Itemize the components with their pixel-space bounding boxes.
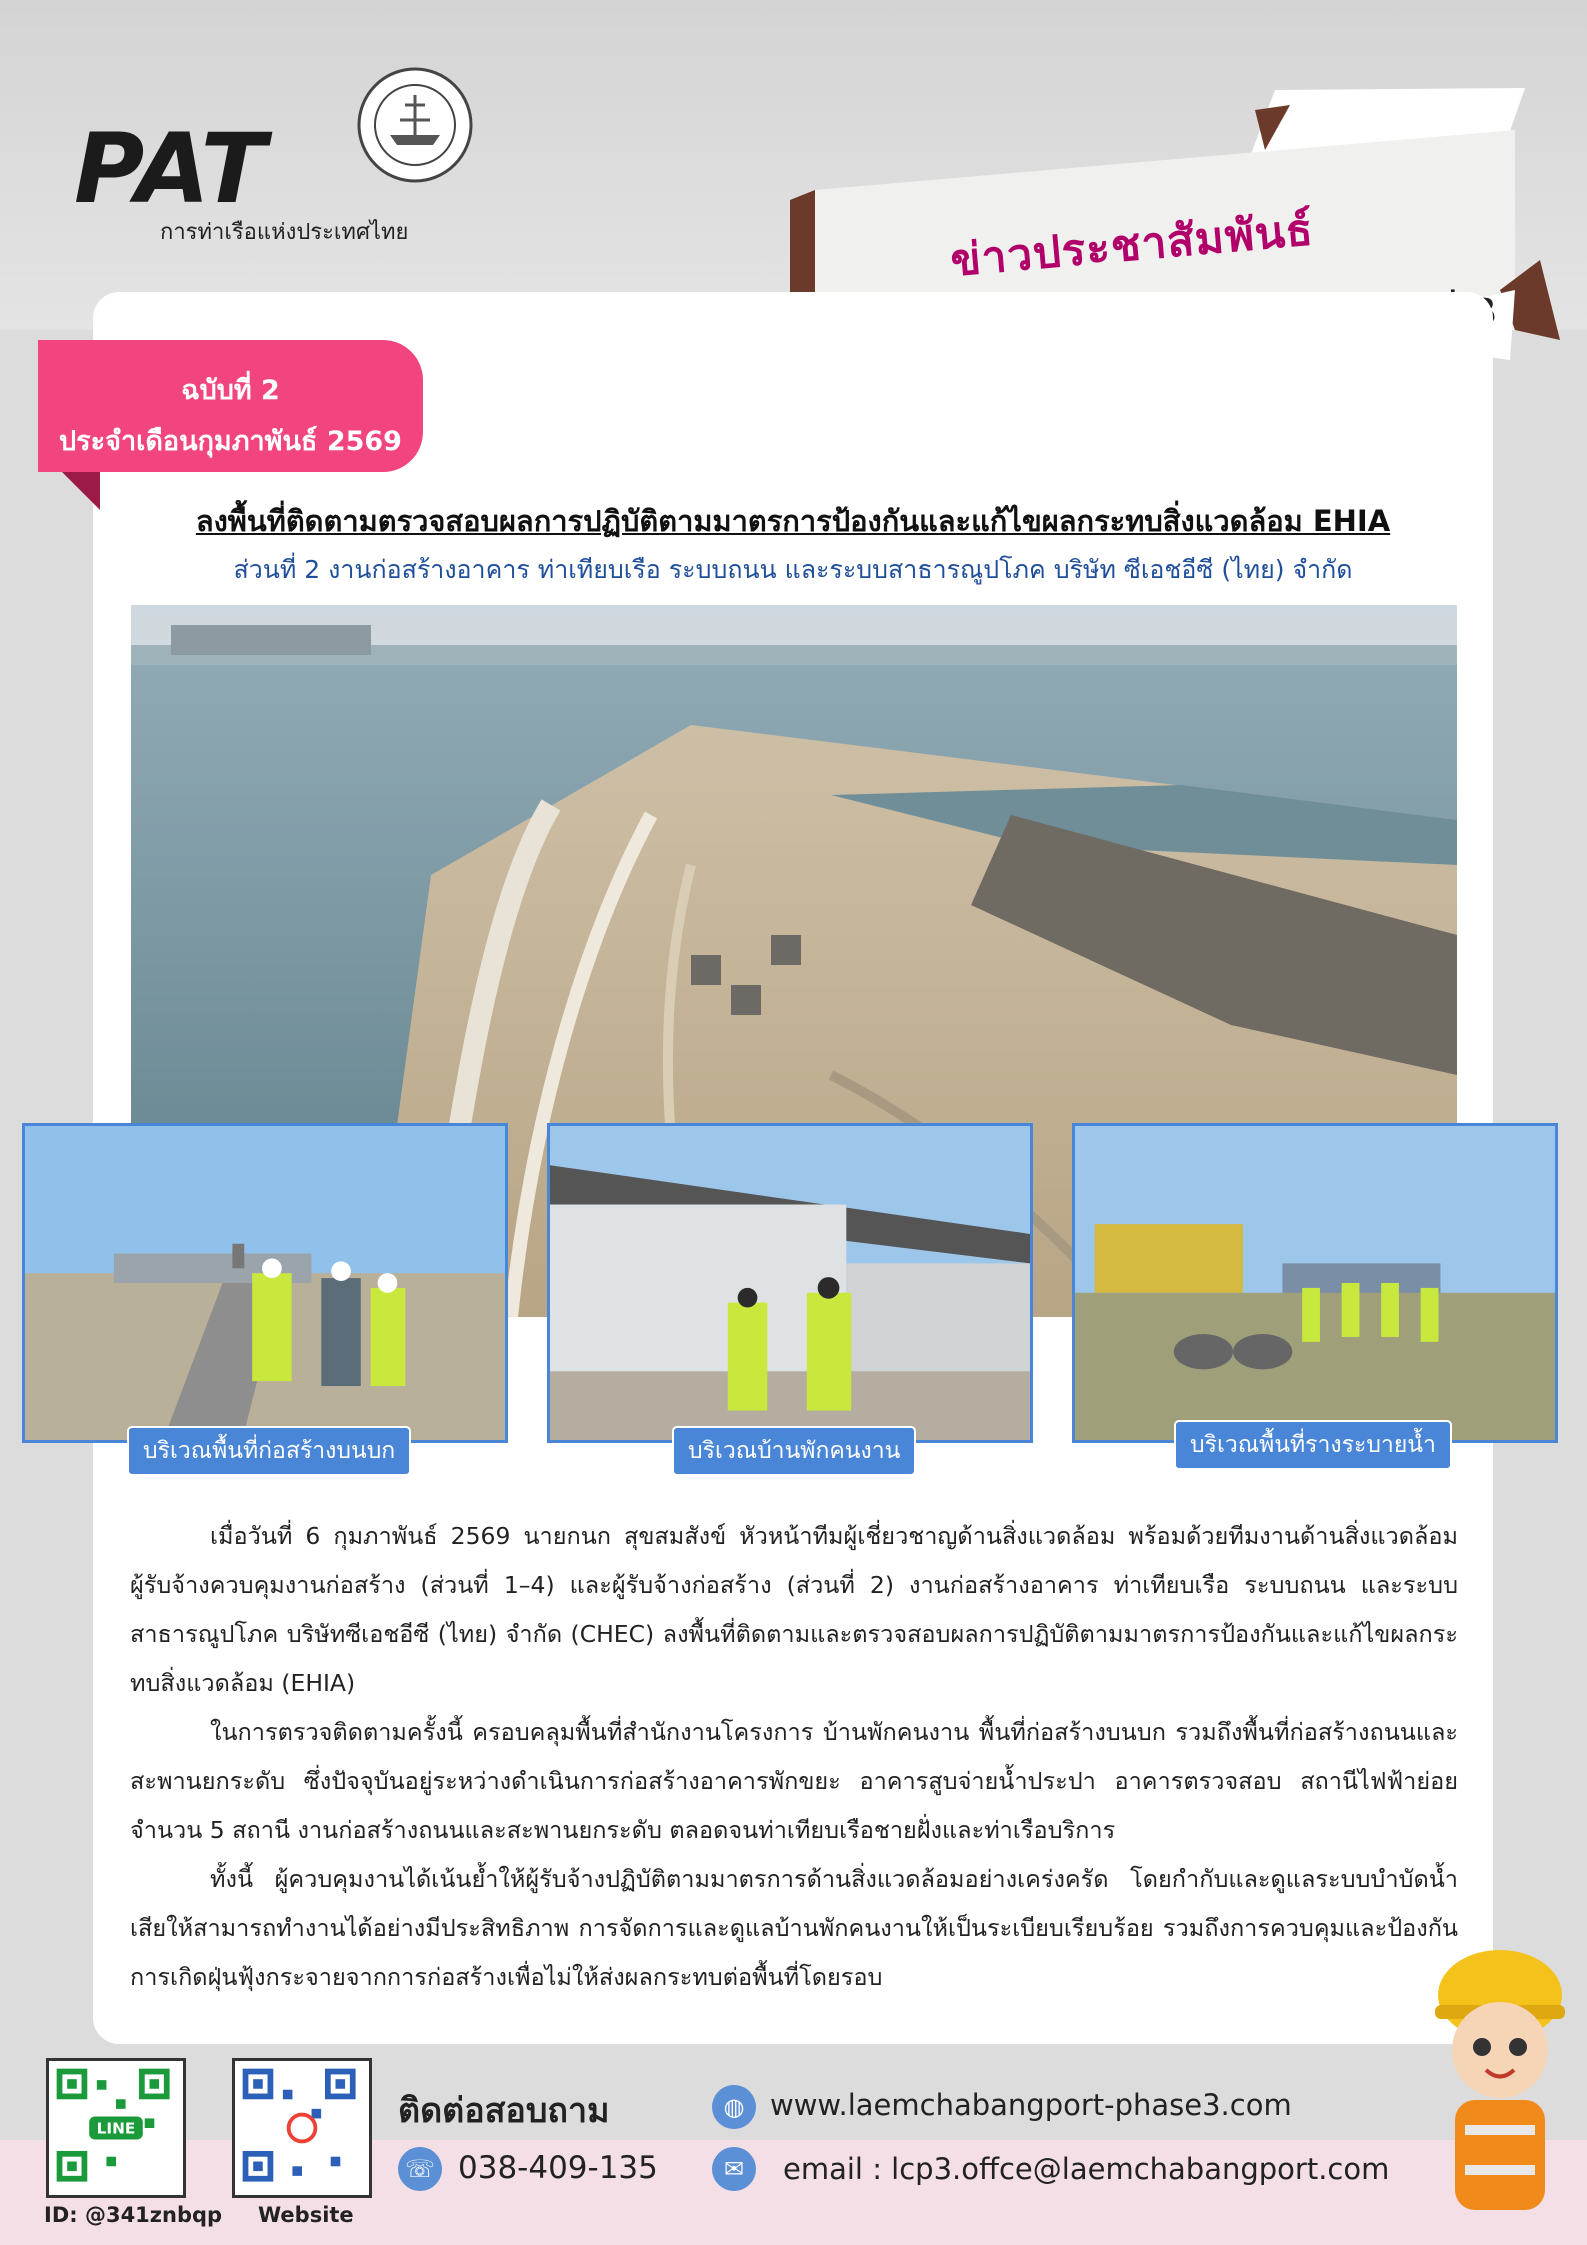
- phone-number[interactable]: 038-409-135: [458, 2150, 658, 2186]
- article-paragraph: ทั้งนี้ ผู้ควบคุมงานได้เน้นย้ำให้ผู้รับจ้างปฏิบัติตามมาตรการด้านสิ่งแวดล้อมอย่างเคร่งครัด โดยกำกับและดูแลระบบบำบัดน้ำเสียให้สามารถทำงานได้อย่างมีประสิทธิภาพ การจัดการและดูแลบ้านพักคนงานให้เป็นระเบียบเรียบร้อย รวมถึงการควบคุมและป้องกันการเกิดฝุ่นฟุ้งกระจายจากการก่อสร้างเพื่อไม่ให้ส่งผลกระทบต่อพื้นที่โดยรอบ: [130, 1865, 1458, 1991]
- caption-drainage-area: บริเวณพื้นที่รางระบายน้ำ: [1174, 1420, 1452, 1470]
- caption-worker-camp: บริเวณบ้านพักคนงาน: [672, 1426, 916, 1476]
- svg-text:PAT: PAT: [74, 120, 267, 225]
- caption-onshore-site: บริเวณพื้นที่ก่อสร้างบนบก: [127, 1426, 411, 1476]
- article-paragraph: ในการตรวจติดตามครั้งนี้ ครอบคลุมพื้นที่สำนักงานโครงการ บ้านพักคนงาน พื้นที่ก่อสร้างบนบก รวมถึงพื้นที่ก่อสร้างถนนและสะพานยกระดับ ซึ่งปัจจุบันอยู่ระหว่างดำเนินการก่อสร้างอาคารพักขยะ อาคารสูบจ่ายน้ำประปา อาคารตรวจสอบ สถานีไฟฟ้าย่อย จำนวน 5 สถานี งานก่อสร้างถนนและสะพานยกระดับ ตลอดจนท่าเทียบเรือชายฝั่งและท่าเรือบริการ: [130, 1718, 1458, 1844]
- org-name: การท่าเรือแห่งประเทศไทย: [160, 220, 409, 245]
- article-headline: ลงพื้นที่ติดตามตรวจสอบผลการปฏิบัติตามมาตรการป้องกันและแก้ไขผลกระทบสิ่งแวดล้อม EHIA: [195, 504, 1391, 538]
- photo-worker-camp: [547, 1123, 1033, 1443]
- website-qr-code[interactable]: [232, 2058, 372, 2198]
- line-qr-code[interactable]: [46, 2058, 186, 2198]
- contact-title: ติดต่อสอบถาม: [398, 2091, 610, 2131]
- engineer-mascot: [1420, 1935, 1580, 2235]
- email-link[interactable]: email : lcp3.offce@laemchabangport.com: [783, 2152, 1390, 2186]
- issue-month: ประจำเดือนกุมภาพันธ์ 2569: [59, 426, 402, 457]
- photo-onshore-site: [22, 1123, 508, 1443]
- photo-drainage-area: [1072, 1123, 1558, 1443]
- line-id: ID: @341znbqp: [44, 2203, 223, 2227]
- issue-number: ฉบับที่ 2: [181, 375, 280, 406]
- line-qr-label: LINE: [96, 2119, 136, 2138]
- article-paragraph: เมื่อวันที่ 6 กุมภาพันธ์ 2569 นายกนก สุขสมสังข์ หัวหน้าทีมผู้เชี่ยวชาญด้านสิ่งแวดล้อม พร้อมด้วยทีมงานด้านสิ่งแวดล้อม ผู้รับจ้างควบคุมงานก่อสร้าง (ส่วนที่ 1–4) และผู้รับจ้างก่อสร้าง (ส่วนที่ 2) งานก่อสร้างอาคาร ท่าเทียบเรือ ระบบถนน และระบบสาธารณูปโภค บริษัทซีเอชอีซี (ไทย) จำกัด (CHEC) ลงพื้นที่ติดตามและตรวจสอบผลการปฏิบัติตามมาตรการป้องกันและแก้ไขผลกระทบสิ่งแวดล้อม (EHIA): [130, 1522, 1458, 1697]
- website-link[interactable]: www.laemchabangport-phase3.com: [770, 2088, 1292, 2122]
- globe-icon: ◍: [712, 2085, 756, 2129]
- banner-title: ข่าวประชาสัมพันธ์: [948, 204, 1316, 287]
- issue-badge: [38, 340, 423, 472]
- article-body: [130, 1512, 1458, 2002]
- article-subheadline: ส่วนที่ 2 งานก่อสร้างอาคาร ท่าเทียบเรือ ระบบถนน และระบบสาธารณูปโภค บริษัท ซีเอชอีซี (ไทย) จำกัด: [233, 555, 1353, 584]
- mail-icon: ✉: [712, 2147, 756, 2191]
- website-label: Website: [258, 2203, 354, 2227]
- phone-icon: ☏: [398, 2147, 442, 2191]
- port-authority-seal: [355, 65, 475, 185]
